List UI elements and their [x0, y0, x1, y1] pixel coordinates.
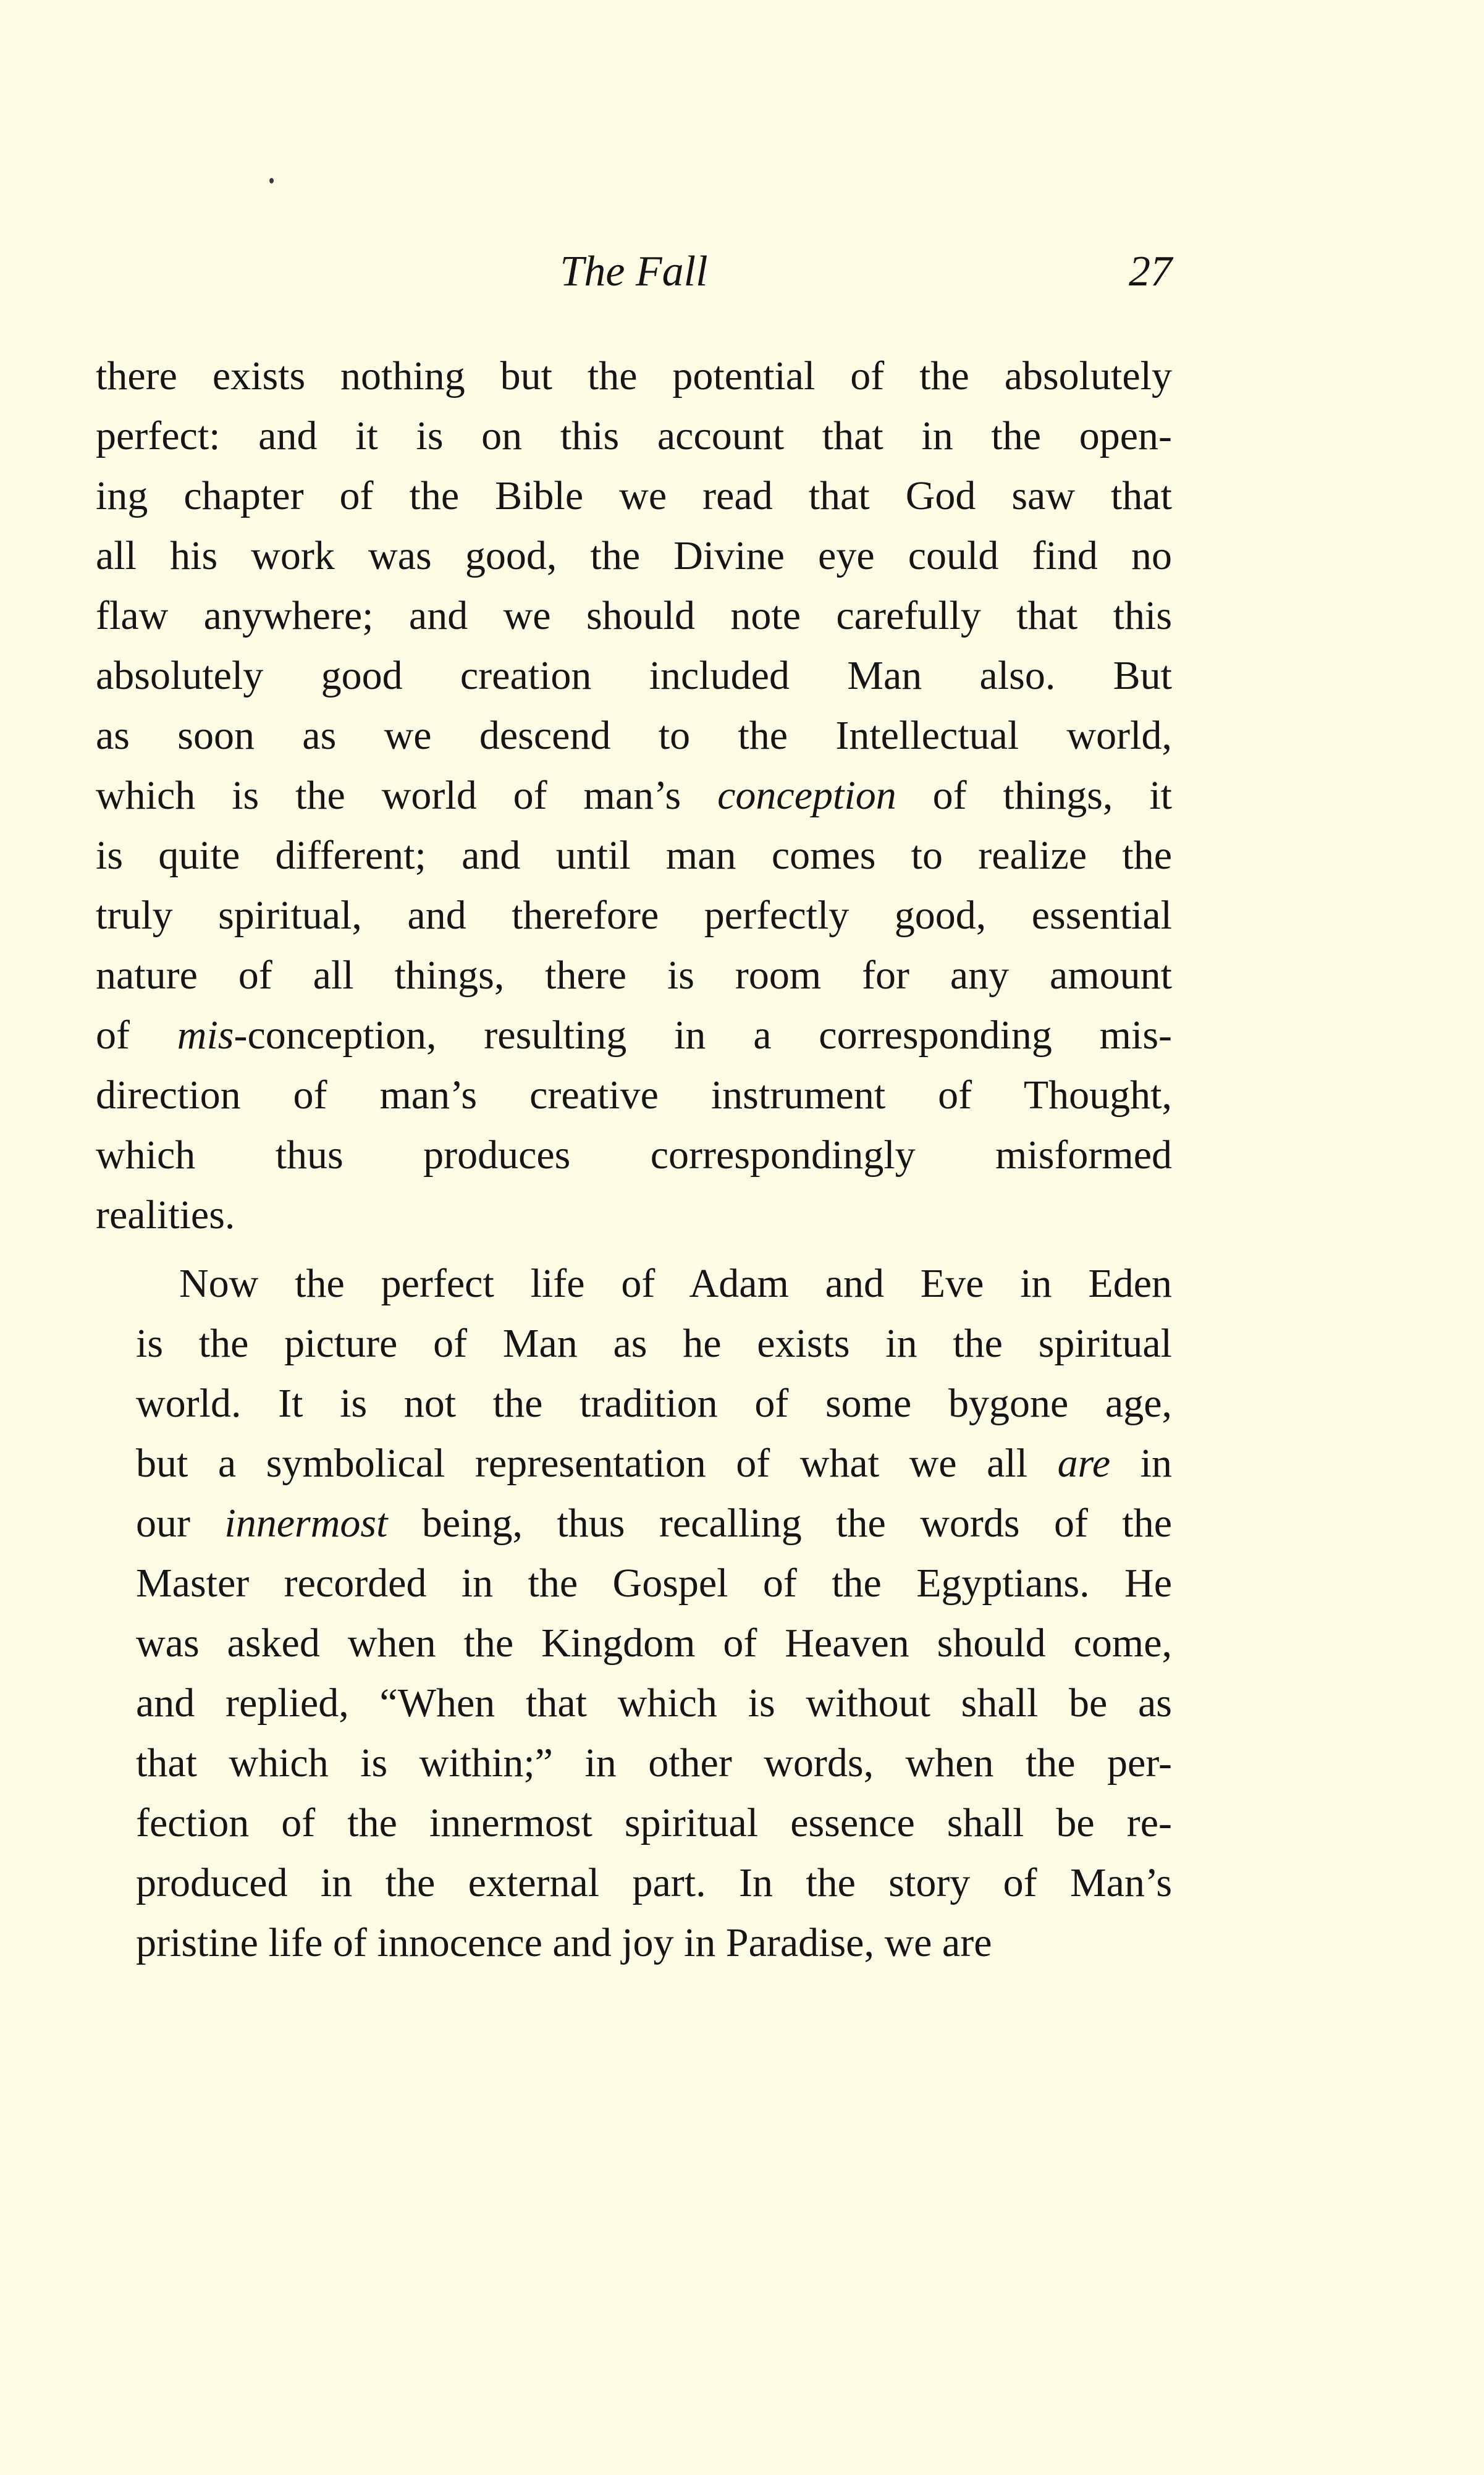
italic-text: are — [1057, 1441, 1111, 1486]
text-run: is quite different; and until man comes to realize the — [96, 833, 1172, 878]
text-line — [96, 1373, 1172, 1433]
text-line — [96, 1185, 1172, 1245]
text-run: there exists nothing but the potential of the absolutely — [96, 353, 1172, 398]
text-run: ing chapter of the Bible we read that God saw that — [96, 473, 1172, 518]
text-run: of — [96, 1013, 177, 1058]
text-line — [96, 1005, 1172, 1065]
italic-text: conception — [717, 773, 896, 818]
text-run: perfect: and it is on this account that in the open- — [96, 413, 1172, 458]
text-line — [96, 466, 1172, 526]
text-line — [96, 586, 1172, 646]
text-line — [96, 1553, 1172, 1613]
body-text — [96, 346, 1172, 1973]
text-run: which is the world of man’s — [96, 773, 718, 818]
text-run: fection of the innermost spiritual essence shall be re- — [136, 1800, 1172, 1845]
text-line — [96, 1065, 1172, 1125]
running-title: The Fall — [560, 248, 708, 295]
text-run: world. It is not the tradition of some bygone age, — [136, 1381, 1172, 1426]
text-line — [96, 526, 1172, 586]
text-run: direction of man’s creative instrument of Thought, — [96, 1073, 1172, 1118]
text-run: of things, it — [896, 773, 1173, 818]
text-line — [96, 406, 1172, 466]
italic-text: mis — [177, 1013, 234, 1058]
text-run: pristine life of innocence and joy in Paradise, we are — [136, 1920, 992, 1965]
page-number: 27 — [1129, 248, 1172, 295]
italic-text: innermost — [224, 1501, 388, 1546]
text-line — [96, 1673, 1172, 1733]
text-run: which thus produces correspondingly misformed — [96, 1132, 1172, 1178]
text-run: is the picture of Man as he exists in the spiritual — [136, 1321, 1172, 1366]
text-run: realities. — [96, 1192, 235, 1238]
text-run: produced in the external part. In the story of Man’s — [136, 1860, 1172, 1905]
text-line — [96, 706, 1172, 765]
text-line — [96, 1254, 1172, 1313]
text-line — [96, 885, 1172, 945]
text-run: being, thus recalling the words of the — [387, 1501, 1172, 1546]
text-line — [96, 765, 1172, 825]
text-line — [96, 1433, 1172, 1493]
text-run: our — [136, 1501, 225, 1546]
text-line — [96, 1613, 1172, 1673]
text-run: truly spiritual, and therefore perfectly good, essential — [96, 893, 1172, 938]
text-run: flaw anywhere; and we should note carefully that this — [96, 593, 1172, 638]
text-line — [96, 825, 1172, 885]
page-header — [96, 247, 1172, 309]
text-run: Now the perfect life of Adam and Eve in Eden — [179, 1261, 1172, 1306]
text-run: as soon as we descend to the Intellectual world, — [96, 713, 1172, 758]
text-run: all his work was good, the Divine eye could find no — [96, 533, 1172, 578]
text-run: was asked when the Kingdom of Heaven should come, — [136, 1621, 1172, 1666]
text-run: absolutely good creation included Man also. But — [96, 653, 1172, 698]
ink-speck — [269, 178, 274, 183]
text-run: that which is within;” in other words, when the per- — [136, 1740, 1172, 1786]
text-line — [96, 646, 1172, 706]
text-line — [96, 945, 1172, 1005]
text-run: but a symbolical representation of what we all — [136, 1441, 1058, 1486]
text-line — [96, 1125, 1172, 1185]
text-line — [96, 1913, 1172, 1973]
text-run: and replied, “When that which is without shall be as — [136, 1680, 1172, 1726]
text-line — [96, 1313, 1172, 1373]
text-line — [96, 1733, 1172, 1793]
text-line — [96, 346, 1172, 406]
text-run: -conception, resulting in a corresponding mis- — [234, 1013, 1172, 1058]
text-line — [96, 1493, 1172, 1553]
text-run: nature of all things, there is room for any amount — [96, 953, 1172, 998]
text-run: Master recorded in the Gospel of the Egyptians. He — [136, 1561, 1172, 1606]
text-line — [96, 1853, 1172, 1913]
paragraph — [96, 1254, 1172, 1973]
text-line — [96, 1793, 1172, 1853]
text-run: in — [1110, 1441, 1173, 1486]
paragraph — [96, 346, 1172, 1245]
